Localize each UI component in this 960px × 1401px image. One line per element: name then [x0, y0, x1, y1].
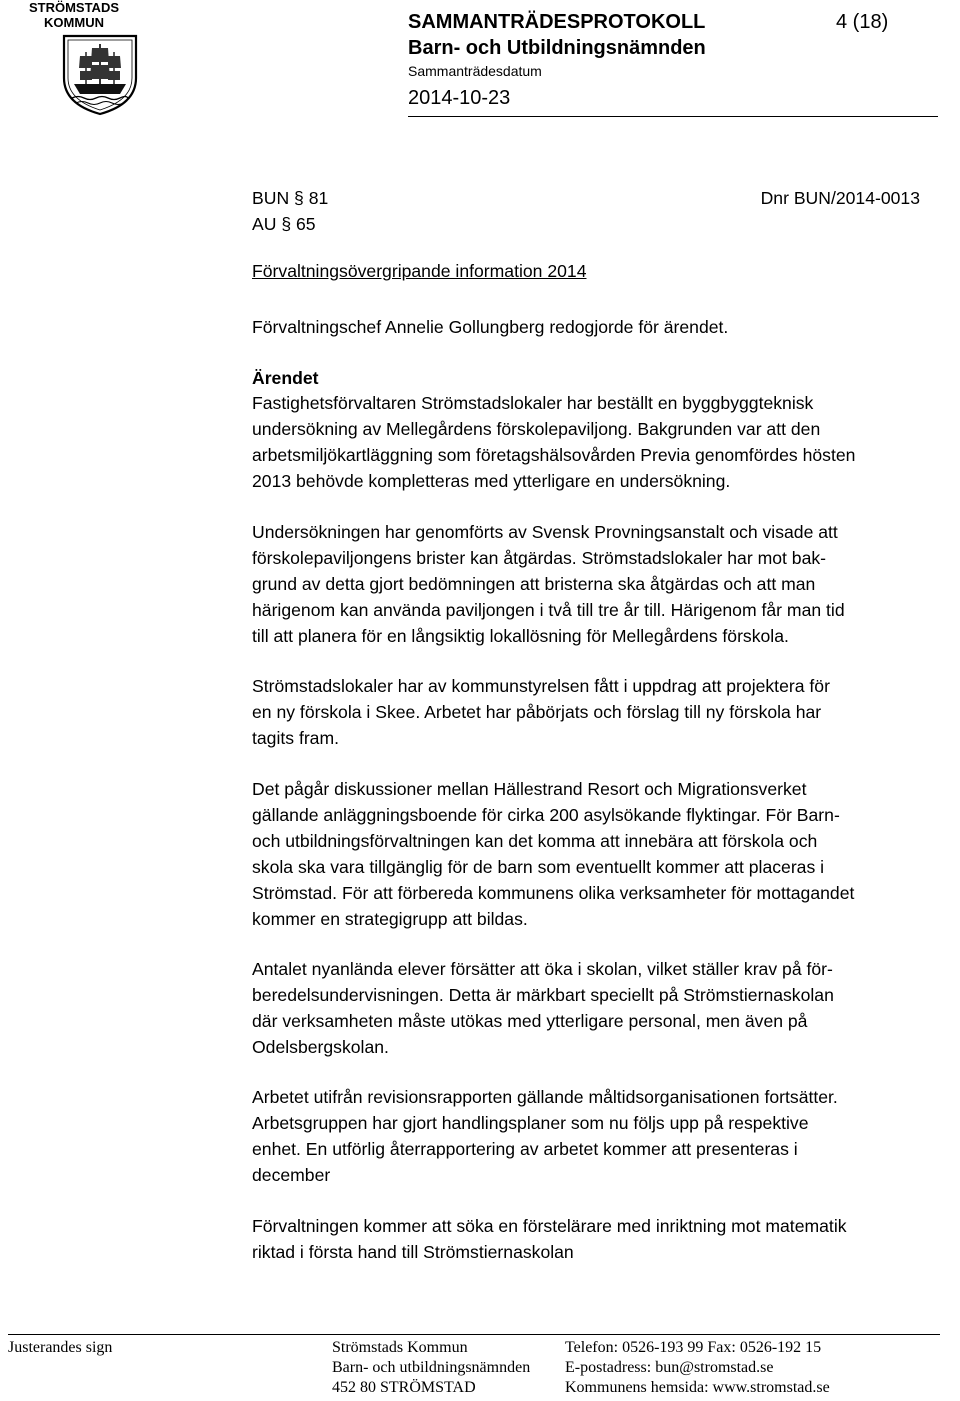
paragraph-line: enhet. En utförlig återrapportering av arbetet kommer att presenteras i: [252, 1139, 798, 1159]
paragraph-7: [252, 1213, 847, 1265]
footer-divider: [8, 1334, 940, 1335]
paragraph-line: till att planera för en långsiktig lokallösning för Mellegårdens förskola.: [252, 626, 789, 646]
paragraph-line: Fastighetsförvaltaren Strömstadslokaler har beställt en byggbyggteknisk: [252, 393, 814, 413]
paragraph-4: [252, 776, 854, 932]
sign-label: Justerandes sign: [8, 1339, 113, 1356]
paragraph-line: beredelsundervisningen. Detta är märkbart speciellt på Strömstiernaskolan: [252, 985, 834, 1005]
paragraph-3: [252, 673, 830, 751]
paragraph-line: undersökning av Mellegårdens förskolepaviljong. Bakgrunden var att den: [252, 419, 821, 439]
paragraph-line: förskolepaviljongens brister kan åtgärdas. Strömstadslokaler har mot bak-: [252, 548, 827, 568]
paragraph-line: Arbetet utifrån revisionsrapporten gällande måltidsorganisationen fortsätter.: [252, 1087, 838, 1107]
paragraph-line: arbetsmiljökartläggning som företagshälsovården Previa genomfördes hösten: [252, 445, 856, 465]
header-divider: [408, 116, 938, 117]
paragraph-2: [252, 519, 845, 649]
kommun-name: [4, 0, 144, 30]
arendet-heading: Ärendet: [252, 368, 319, 388]
meeting-date: 2014-10-23: [408, 87, 511, 109]
case-au-paragraph: AU § 65: [252, 214, 316, 234]
footer-organisation: [332, 1338, 530, 1398]
kommun-name-line2: KOMMUN: [44, 15, 104, 30]
footer-org-line: Strömstads Kommun: [332, 1339, 468, 1356]
paragraph-line: Strömstad. För att förbereda kommunens olika verksamheter för mottagandet: [252, 883, 855, 903]
section-heading: Förvaltningsövergripande information 2014: [252, 261, 587, 281]
diary-number: Dnr BUN/2014-0013: [760, 188, 920, 208]
paragraph-1: [252, 390, 855, 494]
page-number: 4 (18): [836, 11, 889, 33]
paragraph-line: grund av detta gjort bedömningen att bristerna ska åtgärdas och att man: [252, 574, 816, 594]
paragraph-5: [252, 956, 834, 1060]
document-title: SAMMANTRÄDESPROTOKOLL: [408, 11, 706, 33]
paragraph-line: tagits fram.: [252, 728, 340, 748]
paragraph-line: december: [252, 1165, 331, 1185]
kommun-name-line1: STRÖMSTADS: [28, 0, 120, 15]
paragraph-line: Det pågår diskussioner mellan Hällestrand Resort och Migrationsverket: [252, 779, 807, 799]
paragraph-line: härigenom kan använda paviljongen i två till tre år till. Härigenom får man tid: [252, 600, 845, 620]
paragraph-line: Arbetsgruppen har gjort handlingsplaner som nu följs upp på respektive: [252, 1113, 809, 1133]
paragraph-line: Antalet nyanlända elever försätter att öka i skolan, vilket ställer krav på för-: [252, 959, 833, 979]
intro-text: Förvaltningschef Annelie Gollungberg redogjorde för ärendet.: [252, 317, 729, 337]
paragraph-6: [252, 1084, 838, 1188]
paragraph-line: riktad i första hand till Strömstiernaskolan: [252, 1242, 574, 1262]
footer-contact-line: Telefon: 0526-193 99 Fax: 0526-192 15: [565, 1339, 822, 1356]
footer-contact: [565, 1338, 830, 1398]
paragraph-line: skola ska vara tillgänglig för de barn som eventuellt kommer att placeras i: [252, 857, 825, 877]
footer-contact-line: E-postadress: bun@stromstad.se: [565, 1359, 774, 1376]
coat-of-arms-ship-icon: [62, 34, 138, 116]
board-name: Barn- och Utbildningsnämnden: [408, 37, 706, 59]
paragraph-line: 2013 behövde kompletteras med ytterligare en undersökning.: [252, 471, 731, 491]
paragraph-line: Odelsbergskolan.: [252, 1037, 389, 1057]
meeting-date-label: Sammanträdesdatum: [408, 63, 542, 79]
paragraph-line: och utbildningsförvaltningen kan det komma att innebära att förskola och: [252, 831, 818, 851]
paragraph-line: Undersökningen har genomförts av Svensk Provningsanstalt och visade att: [252, 522, 838, 542]
paragraph-line: kommer en strategigrupp att bildas.: [252, 909, 528, 929]
footer-contact-line: Kommunens hemsida: www.stromstad.se: [565, 1379, 830, 1396]
paragraph-line: en ny förskola i Skee. Arbetet har påbörjats och förslag till ny förskola har: [252, 702, 822, 722]
footer-org-line: 452 80 STRÖMSTAD: [332, 1379, 476, 1396]
paragraph-line: Strömstadslokaler har av kommunstyrelsen fått i uppdrag att projektera för: [252, 676, 830, 696]
paragraph-line: gällande anläggningsboende för cirka 200 asylsökande flyktingar. För Barn-: [252, 805, 840, 825]
paragraph-line: där verksamheten måste utökas med ytterligare personal, men även på: [252, 1011, 808, 1031]
case-bun-paragraph: BUN § 81: [252, 188, 329, 208]
footer-org-line: Barn- och utbildningsnämnden: [332, 1359, 531, 1376]
footer-sign: [8, 1338, 112, 1358]
paragraph-line: Förvaltningen kommer att söka en förstelärare med inriktning mot matematik: [252, 1216, 847, 1236]
